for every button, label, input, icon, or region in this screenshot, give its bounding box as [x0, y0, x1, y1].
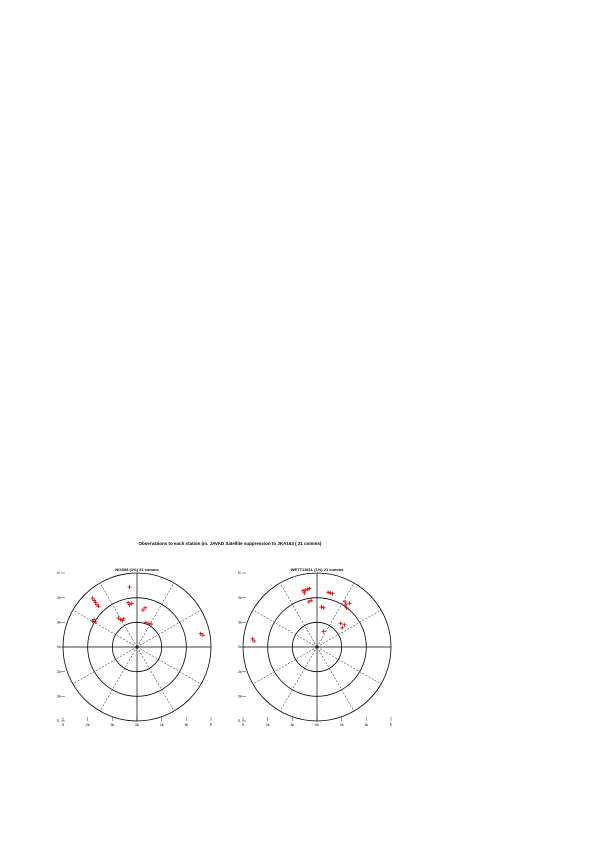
x-tick-label: E [209, 723, 213, 727]
grid-spoke-30 [317, 610, 381, 647]
x-tick-label: 3k [290, 723, 295, 727]
data-point [322, 629, 326, 633]
data-point [308, 587, 312, 591]
x-tick-label: S [241, 723, 245, 727]
y-tick-label: S [238, 719, 241, 724]
x-tick-label: E [389, 723, 393, 727]
x-tick-label: 3k [110, 723, 115, 727]
y-tick-label: S [57, 719, 60, 724]
y-tick-label: 3k [238, 620, 242, 625]
grid-spoke-150 [253, 610, 317, 647]
x-tick-label: 2k [265, 723, 270, 727]
grid-spoke-210 [253, 647, 317, 684]
data-point [305, 587, 309, 591]
x-tick-label: 2k [159, 723, 164, 727]
y-tick-label: 2k [238, 669, 242, 674]
data-point [322, 606, 326, 610]
y-tick-label: 0k [238, 645, 242, 650]
y-tick-label: 2k [238, 595, 242, 600]
data-point [348, 601, 352, 605]
y-tick-label: 0k [57, 645, 61, 650]
data-point [303, 588, 307, 592]
x-tick-label: 2k [339, 723, 344, 727]
page-title: Observations to each station (m. JAVAD Satellite suppression to JKA163 ( 21 comms) [138, 541, 322, 546]
data-point [326, 590, 330, 594]
data-point [328, 591, 332, 595]
x-tick-label: 3k [184, 723, 189, 727]
data-point [342, 623, 346, 627]
grid-spoke-330 [317, 647, 381, 684]
x-tick-label: 2k [85, 723, 90, 727]
data-point [339, 621, 343, 625]
y-tick-label: 2k [57, 595, 61, 600]
chart-title: NOS08 (1%) 21 comms [115, 567, 159, 572]
x-tick-label: 0k [135, 723, 139, 727]
y-tick-label: N [238, 571, 241, 576]
x-tick-label: S [61, 723, 65, 727]
chart-title: WETT1181L (1%) 21 comms [290, 567, 344, 572]
grid-spoke-60 [317, 583, 354, 647]
y-tick-label: 3k [238, 694, 242, 699]
grid-spoke-240 [280, 647, 317, 711]
x-tick-label: 0k [315, 723, 319, 727]
grid-spoke-120 [280, 583, 317, 647]
data-point [331, 592, 335, 596]
y-tick-label: 3k [57, 694, 61, 699]
x-tick-label: 3k [364, 723, 369, 727]
data-point [319, 605, 323, 609]
y-tick-label: 2k [57, 669, 61, 674]
grid-spoke-300 [317, 647, 354, 711]
y-tick-label: N [57, 571, 60, 576]
y-tick-label: 3k [57, 620, 61, 625]
data-point [340, 626, 344, 630]
